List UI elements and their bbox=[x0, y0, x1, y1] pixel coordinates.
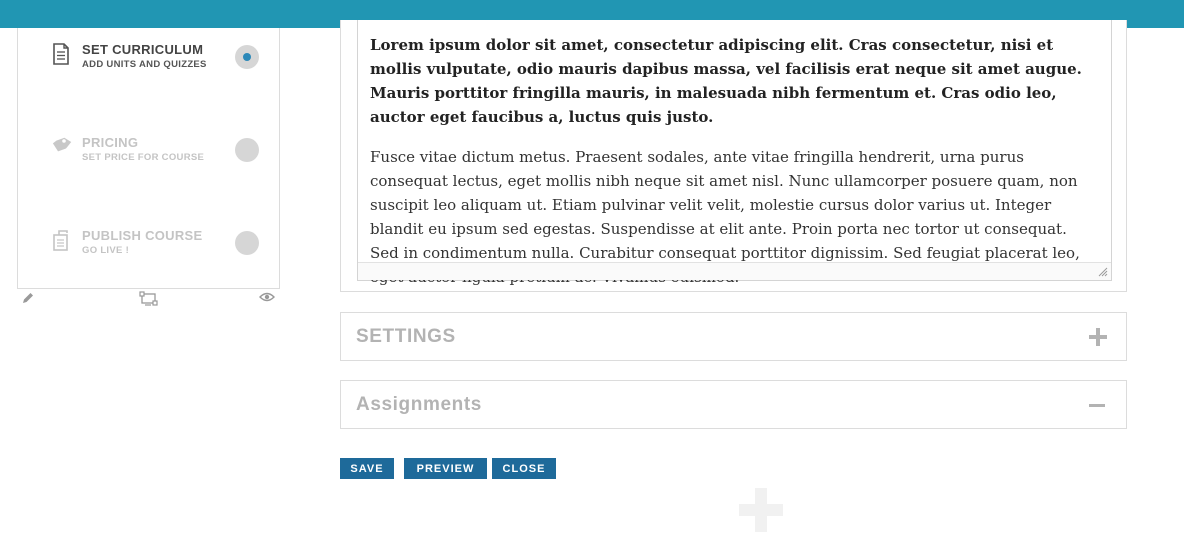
document-icon bbox=[51, 42, 71, 66]
publish-icon bbox=[51, 228, 71, 252]
plus-icon[interactable] bbox=[1088, 327, 1108, 347]
step-subtitle: SET PRICE FOR COURSE bbox=[82, 152, 205, 163]
layout-icon[interactable] bbox=[139, 291, 159, 307]
preview-button[interactable]: PREVIEW bbox=[404, 458, 487, 479]
section-title: Assignments bbox=[356, 394, 482, 415]
close-button[interactable]: CLOSE bbox=[492, 458, 556, 479]
editor-paragraph: Fusce vitae dictum metus. Praesent sodales, ante vitae fringilla hendrerit, urna purus consequat lectus, eget mollis nibh neque sit amet nisl. Nunc ullamcorper posuere quam, non suscipit leo aliquam ut. Etiam pulvinar velit velit, molestie cursus dolor varius ut. Integer blandit eu ipsum sed egestas. Suspendisse at elit ante. Proin porta nec tortor ut consequat. Sed in condimentum nulla. Curabitur consequat porttitor dignissim. Sed feugiat placerat leo, bbox=[370, 148, 1080, 262]
section-title: SETTINGS bbox=[356, 326, 456, 347]
step-title: SET CURRICULUM bbox=[82, 42, 204, 57]
tag-icon bbox=[51, 135, 71, 159]
minus-icon[interactable] bbox=[1088, 395, 1108, 415]
add-section-icon[interactable] bbox=[737, 486, 785, 534]
step-status-dot bbox=[235, 138, 259, 162]
editor-paragraph-bold: Lorem ipsum dolor sit amet, consectetur adipiscing elit. Cras consectetur, nisi et mollis vulputate, odio mauris dapibus massa, vel facilisis erat neque sit amet augue. Mauris porttitor fringilla mauris, in malesuada nibh fermentum et. Cras odio leo, auctor eget faucibus a, luctus quis justo. bbox=[370, 36, 1082, 126]
editor-panel bbox=[340, 20, 1127, 292]
step-publish-course[interactable] bbox=[18, 228, 279, 288]
step-title: PRICING bbox=[82, 135, 139, 150]
step-subtitle: GO LIVE ! bbox=[82, 245, 130, 256]
editor-status-bar bbox=[358, 262, 1111, 280]
step-status-dot bbox=[235, 231, 259, 255]
assignments-section[interactable] bbox=[340, 380, 1127, 429]
settings-section[interactable] bbox=[340, 312, 1127, 361]
step-pricing[interactable] bbox=[18, 135, 279, 195]
rich-text-editor[interactable] bbox=[357, 20, 1112, 281]
step-subtitle: ADD UNITS AND QUIZZES bbox=[82, 59, 207, 70]
save-button[interactable]: SAVE bbox=[340, 458, 394, 479]
step-title: PUBLISH COURSE bbox=[82, 228, 203, 243]
step-set-curriculum[interactable] bbox=[18, 42, 279, 102]
editor-content[interactable] bbox=[370, 33, 1098, 261]
pencil-icon[interactable] bbox=[21, 291, 35, 305]
step-status-dot bbox=[235, 45, 259, 69]
course-steps-panel bbox=[17, 28, 280, 289]
eye-icon[interactable] bbox=[259, 290, 275, 304]
resize-grip-icon[interactable] bbox=[1098, 267, 1108, 277]
